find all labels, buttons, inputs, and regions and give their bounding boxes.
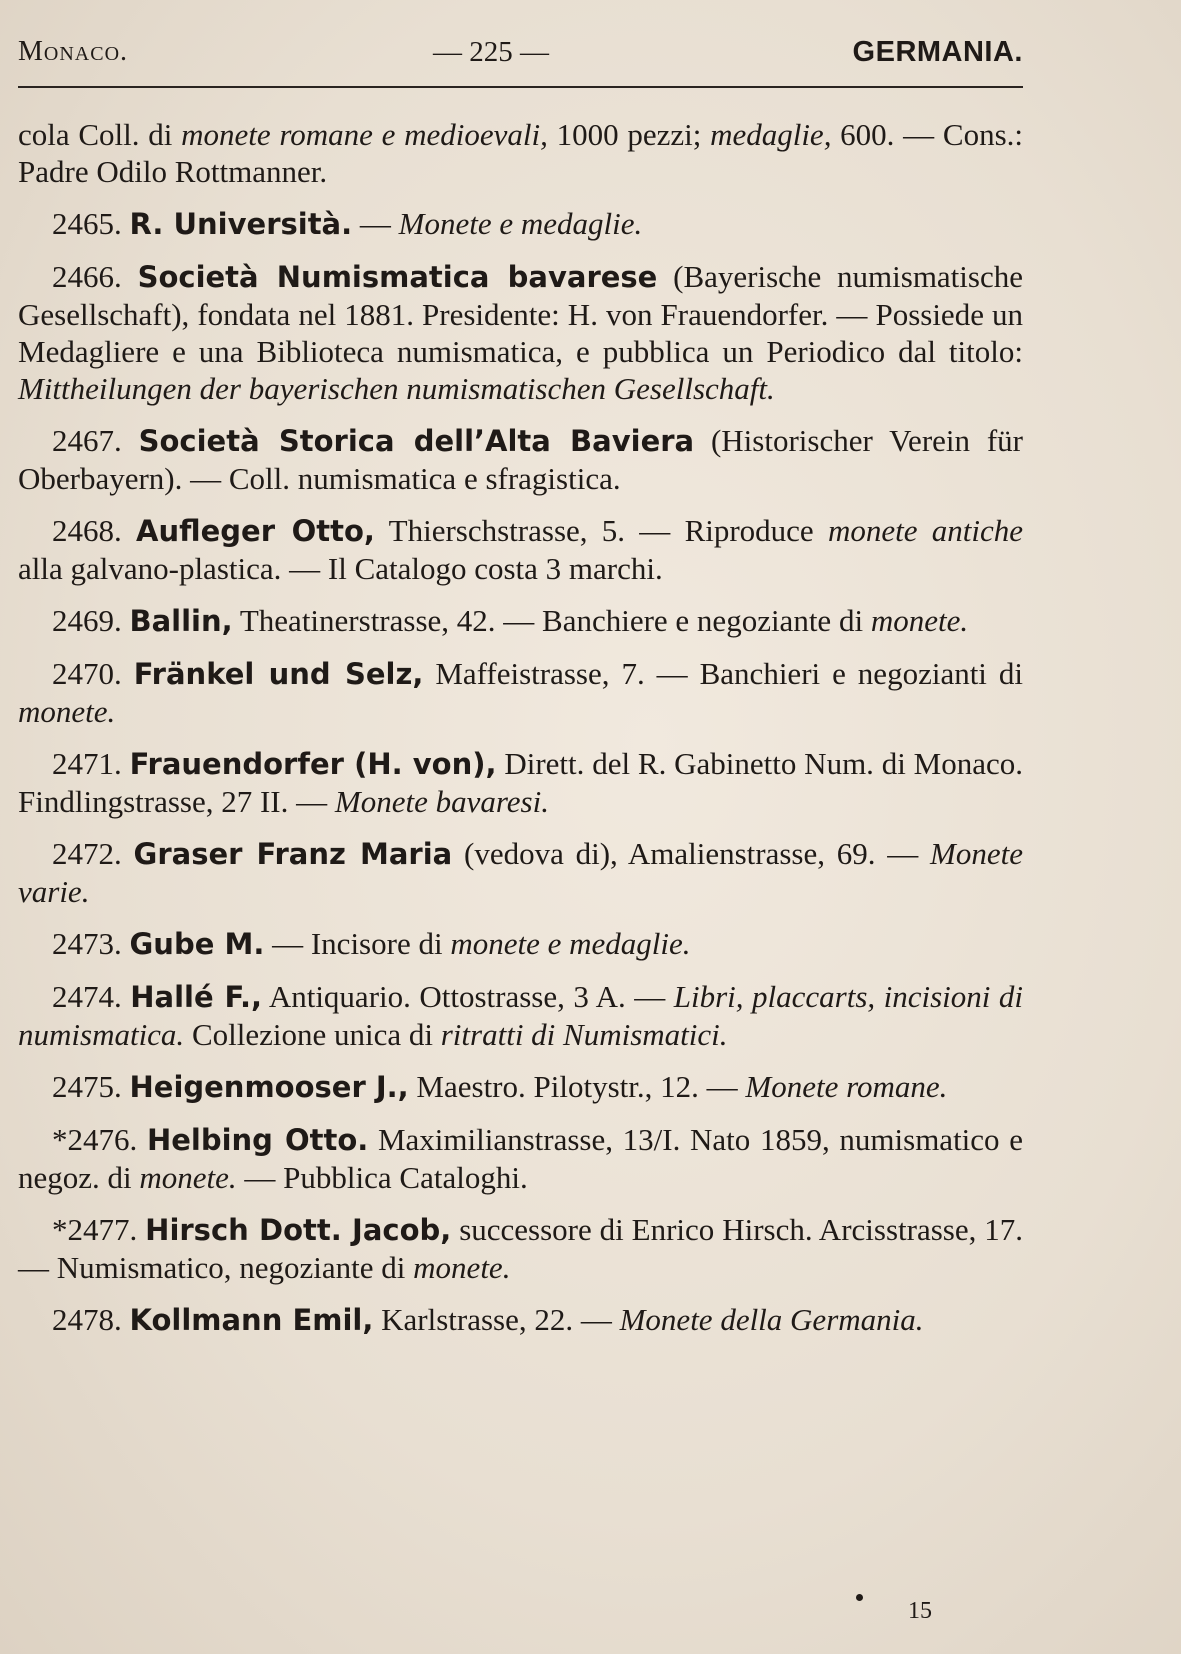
entry-name: Hirsch Dott. Jacob, [145, 1213, 452, 1247]
entry-number: 2471. [52, 746, 130, 781]
entry-number: 2473. [52, 926, 130, 961]
entry-2467: 2467. Società Storica dell’Alta Baviera (Historischer Verein für Oberbayern). — Coll. numismatica e sfragistica. [18, 423, 1024, 496]
entry-name: Gube M. [129, 927, 265, 961]
entry-name: Hallé F., [130, 980, 263, 1014]
entry-number: 2470. [52, 656, 134, 691]
entry-2472: 2472. Graser Franz Maria (vedova di), Amalienstrasse, 69. — Monete varie. [18, 836, 1023, 909]
entry-name: Helbing Otto. [146, 1123, 369, 1157]
running-header [18, 30, 1023, 82]
entry-2466: 2466. Società Numismatica bavarese (Bayerische numismatische Gesellschaft), fondata nel 1881. Presidente: H. von Frauendorfer. — Possiede un Medagliere e una Biblioteca numismatica, e pubblica un Periodico dal titolo: Mittheilungen der bayerischen numismatischen Gesellschaft. [18, 259, 1023, 406]
entry-name: Aufleger Otto, [136, 514, 375, 548]
directory-text [18, 116, 1023, 1354]
entry-2468: 2468. Aufleger Otto, Thierschstrasse, 5. — Riproduce monete antiche alla galvano-plastica. — Il Catalogo costa 3 marchi. [18, 513, 1023, 586]
entry-number: 2466. [52, 259, 138, 294]
entry-name: Ballin, [129, 604, 233, 638]
page-number: — 225 — [433, 36, 549, 68]
header-city: Monaco. [18, 36, 129, 67]
header-rule [18, 86, 1023, 88]
header-country: GERMANIA. [852, 36, 1023, 68]
entry-number: 2475. [52, 1069, 130, 1104]
entry-2469: 2469. Ballin, Theatinerstrasse, 42. — Banchiere e negoziante di monete. [52, 603, 969, 638]
entry-number: 2469. [52, 603, 130, 638]
entry-name: Frauendorfer (H. von), [129, 747, 497, 781]
entry-number: *2476. [52, 1122, 147, 1157]
entry-name: Kollmann Emil, [129, 1303, 374, 1337]
ink-dot [856, 1594, 863, 1601]
entry-name: Heigenmooser J., [129, 1070, 409, 1104]
signature-mark: 15 [908, 1598, 932, 1624]
entry-2473: 2473. Gube M. — Incisore di monete e medaglie. [52, 926, 691, 961]
entry-name: Società Storica dell’Alta Baviera [138, 424, 695, 458]
entry-name: Fränkel und Selz, [133, 657, 424, 691]
entry-2478: 2478. Kollmann Emil, Karlstrasse, 22. — Monete della Germania. [52, 1302, 924, 1337]
entry-number: 2472. [52, 836, 134, 871]
entry-number: *2477. [52, 1212, 146, 1247]
entry-number: 2468. [52, 513, 137, 548]
entry-number: 2465. [52, 206, 130, 241]
entry-2465: 2465. R. Università. — Monete e medaglie. [52, 206, 643, 241]
entry-2476: *2476. Helbing Otto. Maximilianstrasse, 13/I. Nato 1859, numismatico e negoz. di monete. — Pubblica Cataloghi. [18, 1122, 1023, 1195]
entry-number: 2478. [52, 1302, 130, 1337]
entry-2474: 2474. Hallé F., Antiquario. Ottostrasse, 3 A. — Libri, placcarts, incisioni di numismatica. Collezione unica di ritratti di Numismatici. [18, 979, 1023, 1052]
entry-2477: *2477. Hirsch Dott. Jacob, successore di Enrico Hirsch. Arcisstrasse, 17. — Numismatico, negoziante di monete. [18, 1212, 1024, 1285]
entry-number: 2467. [52, 423, 139, 458]
entry-name: R. Università. [129, 207, 353, 241]
continuation-entry: cola Coll. di monete romane e medioevali, 1000 pezzi; medaglie, 600. — Cons.: Padre Odilo Rottmanner. [18, 117, 1023, 189]
entry-number: 2474. [52, 979, 131, 1014]
entry-name: Graser Franz Maria [133, 837, 453, 871]
entry-2470: 2470. Fränkel und Selz, Maffeistrasse, 7. — Banchieri e negozianti di monete. [18, 656, 1023, 729]
entry-name: Società Numismatica bavarese [137, 260, 658, 294]
entry-2475: 2475. Heigenmooser J., Maestro. Pilotystr., 12. — Monete romane. [52, 1069, 948, 1104]
entry-2471: 2471. Frauendorfer (H. von), Dirett. del R. Gabinetto Num. di Monaco. Findlingstrasse, 27 II. — Monete bavaresi. [18, 746, 1024, 819]
